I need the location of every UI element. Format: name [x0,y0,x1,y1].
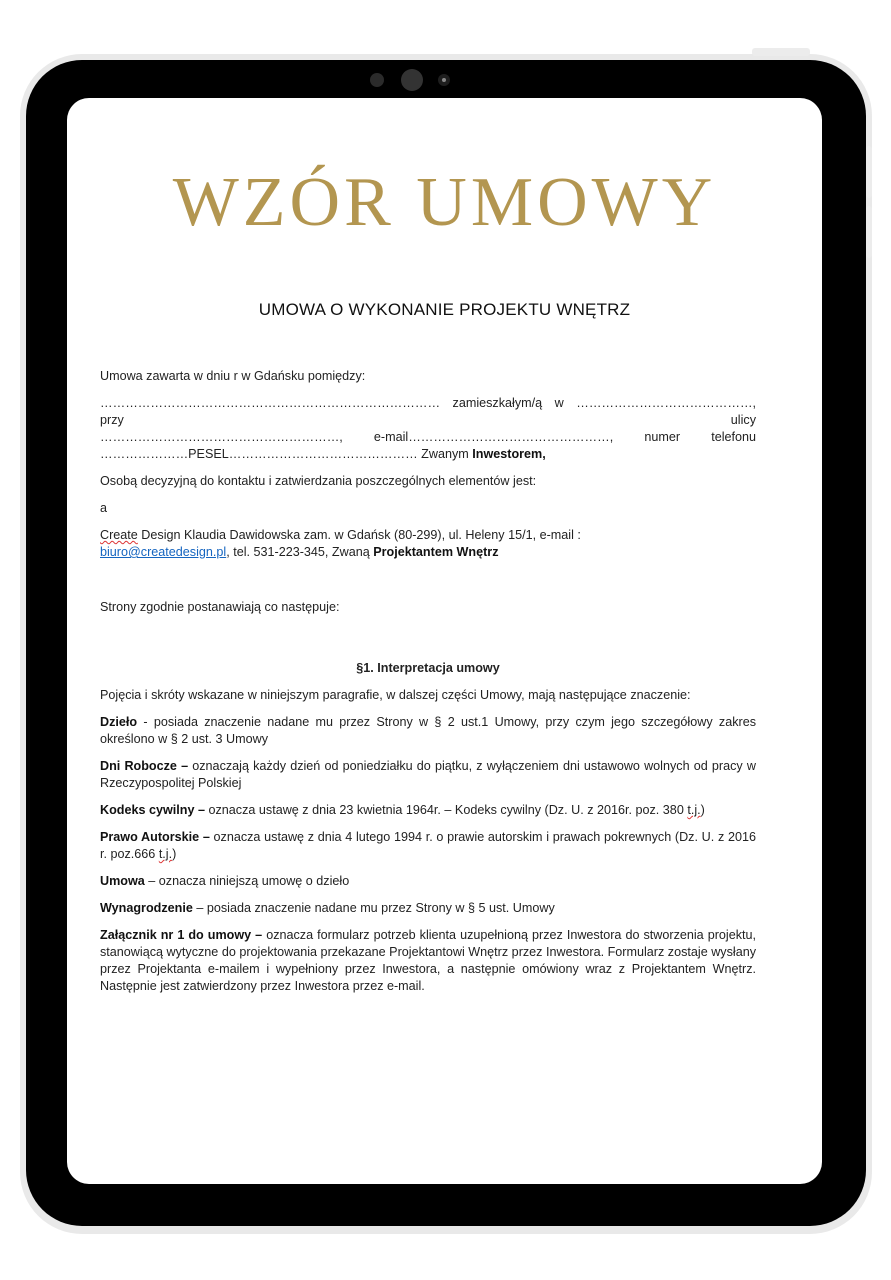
party1-line1: ……………………………………………………………………… zamieszkałym/ą w ……………………………………, przy ulicy [100,396,757,427]
definitions-intro: Pojęcia i skróty wskazane w niniejszym paragrafie, w dalszej części Umowy, mają następujące znaczenie: [100,688,691,702]
intro-text: Umowa zawarta w dniu r w Gdańsku pomiędzy: [100,369,366,383]
headline: WZÓR UMOWY [172,164,717,241]
definition-item: Załącznik nr 1 do umowy – oznacza formularz potrzeb klienta uzupełnioną przez Inwestora do stworzenia projektu, stanowiącą wytyczne do projektowania przekazane Projektantowi Wnętrz przez Inwestora. Formularz zostaje wysłany przez Projektanta e-mailem i wypełniony przez Inwestora, a następnie omówiony wraz z Projektantem Wnętrz. Następnie jest zatwierdzony przez Inwestora przez e-mail. [100,928,756,993]
and-text: a [100,501,108,515]
sensor-icon [370,73,384,87]
agreement-text: Strony zgodnie postanawiają co następuje: [100,600,340,614]
camera-cluster [370,68,460,92]
definition-item: Wynagrodzenie – posiada znaczenie nadane mu przez Strony w § 5 ust. Umowy [100,901,555,915]
document-title: UMOWA O WYKONANIE PROJEKTU WNĘTRZ [258,300,631,319]
definition-item: Dzieło - posiada znaczenie nadane mu przez Strony w § 2 ust.1 Umowy, przy czym jego szczegółowy zakres określono w § 2 ust. 3 Umowy [100,715,756,746]
party1-line3: …………………PESEL……………………………………… Zwanym Inwestorem, [100,447,546,461]
power-button [752,48,810,56]
volume-up-button [866,146,872,198]
volume-down-button [866,206,872,258]
section-heading: §1. Interpretacja umowy [356,661,500,675]
camera-icon [401,69,423,91]
tablet-screen [67,98,822,1184]
document-body [100,368,756,1005]
definition-item: Dni Robocze – oznaczają każdy dzień od poniedziałku do piątku, z wyłączeniem dni ustawowo wolnych od pracy w Rzeczypospolitej Polskiej [100,759,756,790]
definition-item: Kodeks cywilny – oznacza ustawę z dnia 23 kwietnia 1964r. – Kodeks cywilny (Dz. U. z 2016r. poz. 380 t.j.) [100,803,705,817]
contact-person-text: Osobą decyzyjną do kontaktu i zatwierdzania poszczególnych elementów jest: [100,474,537,488]
email-link[interactable]: biuro@createdesign.pl [100,545,227,559]
party1-line2: …………………………………………………, e-mail…………………………………………, numer telefonu [100,430,757,444]
definition-item: Umowa – oznacza niniejszą umowę o dzieło [100,874,350,888]
lens-icon [438,74,450,86]
party2-text: Create Design Klaudia Dawidowska zam. w Gdańsk (80-299), ul. Heleny 15/1, e-mail : biuro@createdesign.pl, tel. 531-223-345, Zwaną Projektantem Wnętrz [100,528,581,559]
definition-item: Prawo Autorskie – oznacza ustawę z dnia 4 lutego 1994 r. o prawie autorskim i prawach pokrewnych (Dz. U. z 2016 r. poz.666 t.j.) [100,830,756,861]
